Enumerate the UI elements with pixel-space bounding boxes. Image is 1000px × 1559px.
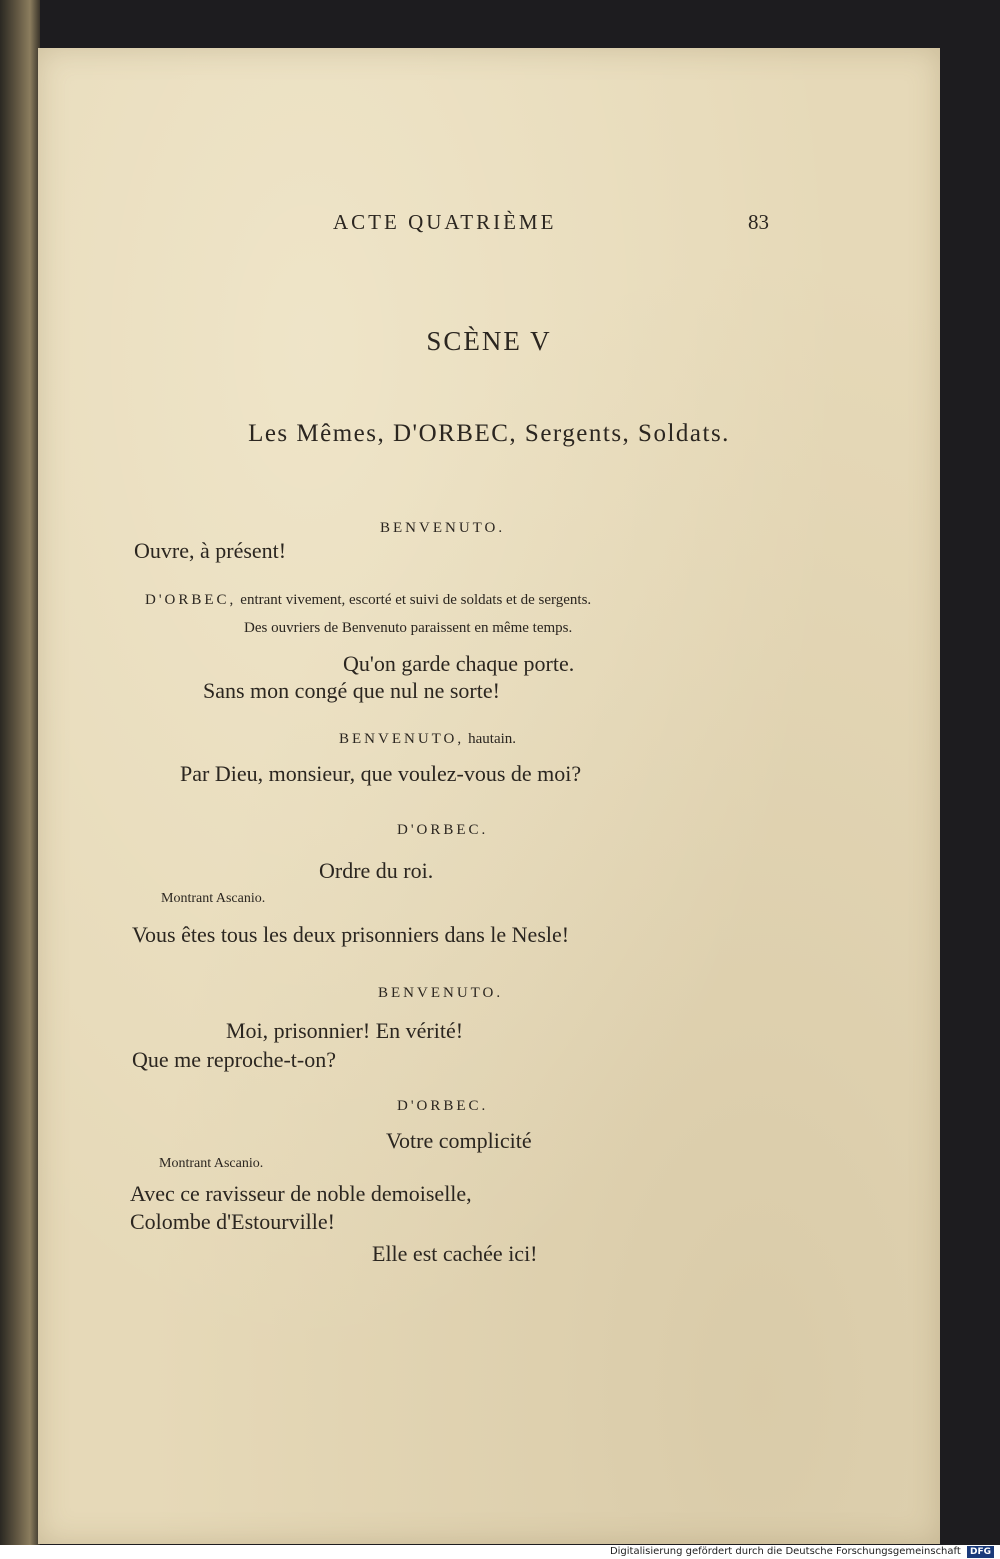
page-number: 83 [748,210,769,234]
speaker-entry [339,730,516,748]
verse-line: Par Dieu, monsieur, que voulez-vous de moi? [180,761,582,786]
verse-line: Elle est cachée ici! [372,1241,538,1266]
speaker-name: BENVENUTO. [378,985,504,1001]
credit-text: Digitalisierung gefördert durch die Deutsche Forschungsgemeinschaft [609,1546,961,1557]
verse-line: Avec ce ravisseur de noble demoiselle, [130,1181,472,1206]
verse-line: Que me reproche-t-on? [132,1047,337,1072]
dfg-logo: DFG [967,1546,994,1558]
verse-line: Vous êtes tous les deux prisonniers dans le Nesle! [132,922,570,947]
speaker-name: BENVENUTO, [339,731,465,747]
stage-direction: Des ouvriers de Benvenuto paraissent en même temps. [244,620,573,636]
verse-line: Ouvre, à présent! [134,538,287,563]
stage-direction: entrant vivement, escorté et suivi de soldats et de sergents. [240,592,592,608]
book-page [38,48,940,1544]
verse-line: Colombe d'Estourville! [130,1209,335,1234]
verse-line: Ordre du roi. [319,858,434,883]
verse-line: Qu'on garde chaque porte. [343,651,575,676]
stage-direction: hautain. [468,731,517,747]
speaker-name: D'ORBEC, [145,592,237,608]
speaker-name: D'ORBEC. [397,822,489,838]
verse-line: Votre complicité [386,1128,532,1153]
running-title: ACTE QUATRIÈME [333,210,557,234]
speaker-name: BENVENUTO. [380,520,506,536]
digitization-credit-bar [0,1545,1000,1559]
cast-list: Les Mêmes, D'ORBEC, Sergents, Soldats. [248,420,730,447]
book-spine-edge [0,0,40,1545]
scene-title: SCÈNE V [426,326,552,356]
verse-line: Moi, prisonnier! En vérité! [226,1018,464,1043]
stage-direction: Montrant Ascanio. [161,891,266,906]
verse-line: Sans mon congé que nul ne sorte! [203,678,500,703]
speaker-entry [145,591,591,609]
stage-direction: Montrant Ascanio. [159,1156,264,1171]
speaker-name: D'ORBEC. [397,1098,489,1114]
